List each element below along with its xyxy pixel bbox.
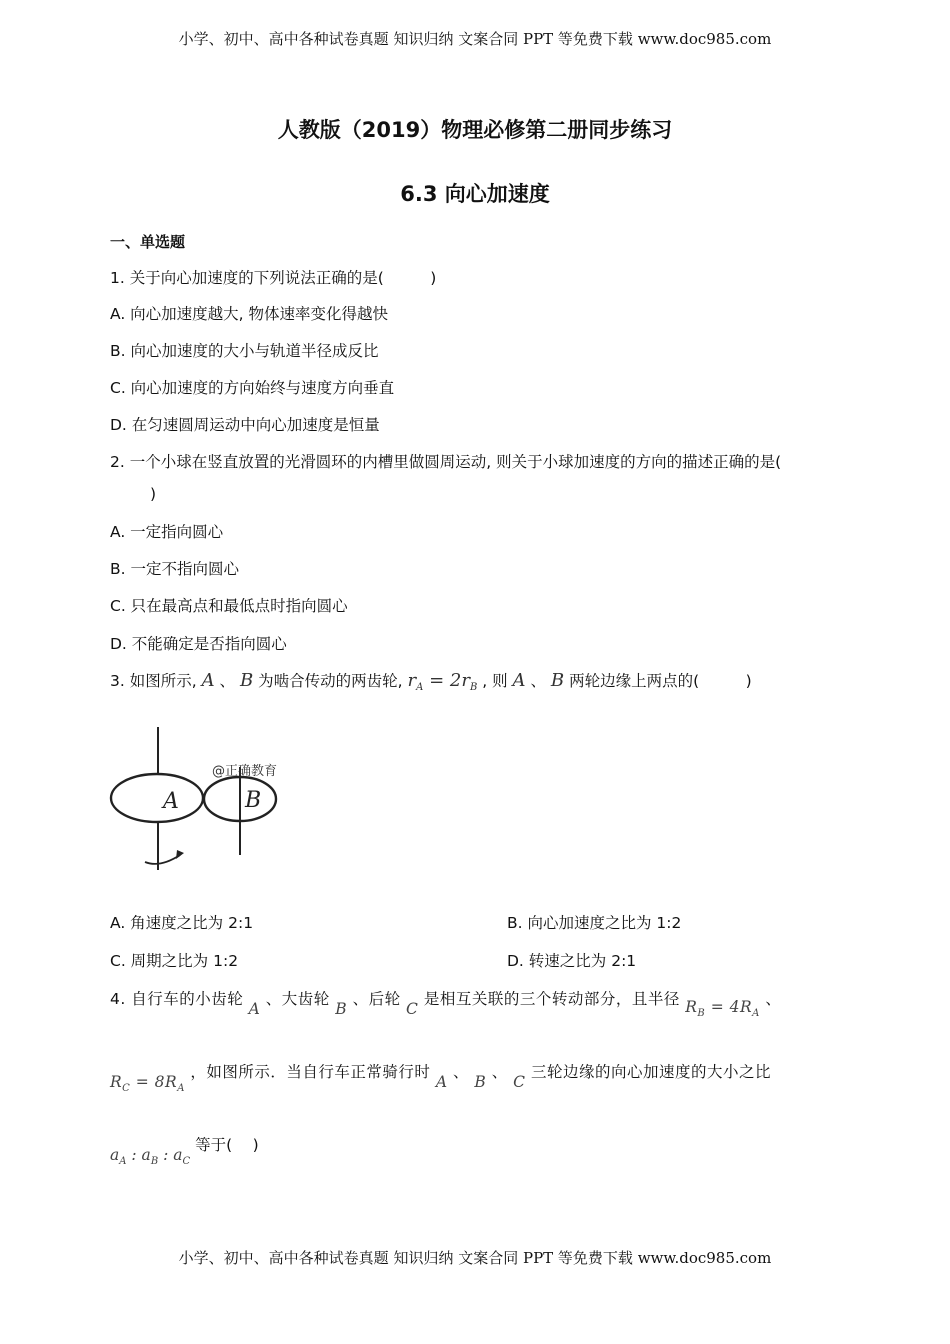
q4-eq2-r: R: [110, 1073, 123, 1091]
q4-var-b: B: [335, 1000, 348, 1018]
q2-option-a: A. 一定指向圆心: [110, 523, 224, 541]
q4-ratio-c-sub: C: [182, 1156, 191, 1167]
q4-ratio-c: : a: [158, 1146, 183, 1164]
q4-line-1: [110, 987, 782, 1019]
figure-label-b: B: [245, 788, 262, 813]
q4-eq1-mid: = 4R: [705, 998, 753, 1016]
q1-option-a: A. 向心加速度越大, 物体速率变化得越快: [110, 305, 389, 323]
q1-option-c: C. 向心加速度的方向始终与速度方向垂直: [110, 379, 395, 397]
rotation-arrow-icon: [176, 850, 184, 859]
q2-stem-end: ): [150, 485, 157, 503]
q4-var-a2: A: [435, 1073, 448, 1091]
q3-text-4: 两轮边缘上两点的( ): [569, 672, 752, 690]
q4-text-2: 、大齿轮: [265, 990, 336, 1008]
q3-sep-2: 、: [530, 672, 546, 690]
q4-eq1-sub2: A: [752, 1008, 760, 1019]
figure-watermark: @正确教育: [212, 764, 278, 779]
q3-text-1: 3. 如图所示,: [110, 672, 202, 690]
q3-option-b: B. 向心加速度之比为 1:2: [507, 914, 682, 932]
section-heading: 一、单选题: [110, 233, 186, 251]
q4-text-6: ，如图所示．当自行车正常骑行时: [190, 1063, 436, 1081]
q4-sep-2: 、: [491, 1063, 514, 1081]
q3-eq-mid: = 2r: [423, 670, 470, 691]
q4-ratio-a-sub: A: [119, 1156, 127, 1167]
q3-var-a2: A: [512, 670, 526, 691]
q3-var-a: A: [201, 670, 215, 691]
q4-eq2-sub: C: [122, 1083, 131, 1094]
q3-option-a: A. 角速度之比为 2:1: [110, 914, 254, 932]
q4-text-3: 、后轮: [352, 990, 406, 1008]
q4-eq1-r: R: [685, 998, 698, 1016]
q3-var-b2: B: [550, 670, 565, 691]
figure-label-a: A: [163, 789, 179, 814]
q3-eq-sub-a: A: [416, 682, 424, 693]
q4-var-a: A: [248, 1000, 261, 1018]
q4-var-c: C: [406, 1000, 419, 1018]
q3-eq-r: r: [407, 670, 417, 691]
q4-var-b2: B: [474, 1073, 487, 1091]
q3-stem: [110, 669, 752, 693]
q3-text-2: 为啮合传动的两齿轮,: [258, 672, 408, 690]
q4-text-7: 三轮边缘的向心加速度的大小之比: [530, 1063, 771, 1081]
q1-option-b: B. 向心加速度的大小与轨道半径成反比: [110, 342, 379, 360]
q2-stem: 2. 一个小球在竖直放置的光滑圆环的内槽里做圆周运动, 则关于小球加速度的方向的描述正确的是(: [110, 453, 782, 471]
q3-var-b: B: [239, 670, 254, 691]
document-title: 人教版（2019）物理必修第二册同步练习: [277, 118, 673, 142]
q3-eq-sub-b: B: [469, 682, 478, 693]
header-banner: 小学、初中、高中各种试卷真题 知识归纳 文案合同 PPT 等免费下载 www.doc985.com: [178, 30, 772, 48]
q4-equation-2: [110, 1073, 185, 1094]
q4-text-4: 是相互关联的三个转动部分，且半径: [423, 990, 686, 1008]
q2-option-b: B. 一定不指向圆心: [110, 560, 239, 578]
gear-figure: [105, 722, 295, 882]
q3-sep-1: 、: [219, 672, 236, 690]
document-subtitle: 6.3 向心加速度: [400, 182, 550, 206]
q1-option-d: D. 在匀速圆周运动中向心加速度是恒量: [110, 416, 380, 434]
q4-text-1: 4. 自行车的小齿轮: [110, 990, 249, 1008]
rotation-arc: [145, 855, 180, 864]
q4-ratio: [110, 1146, 191, 1167]
q4-eq2-mid: = 8R: [130, 1073, 178, 1091]
q3-text-3: , 则: [482, 672, 513, 690]
q4-var-c2: C: [513, 1073, 526, 1091]
q4-eq2-sub2: A: [177, 1083, 185, 1094]
q4-ratio-b-sub: B: [150, 1156, 159, 1167]
q4-ratio-b: : a: [126, 1146, 151, 1164]
q4-ratio-a: a: [110, 1146, 120, 1164]
q3-equation: [408, 670, 478, 691]
q3-option-c: C. 周期之比为 1:2: [110, 952, 239, 970]
q2-option-d: D. 不能确定是否指向圆心: [110, 635, 287, 653]
q1-stem: 1. 关于向心加速度的下列说法正确的是( ): [110, 269, 437, 287]
q3-option-d: D. 转速之比为 2:1: [507, 952, 637, 970]
q4-line-3: [110, 1133, 259, 1167]
q4-equation-1: [685, 998, 760, 1019]
q4-sep-1: 、: [452, 1063, 475, 1081]
q4-text-5: 、: [765, 990, 782, 1008]
q2-option-c: C. 只在最高点和最低点时指向圆心: [110, 597, 348, 615]
q4-eq1-sub: B: [697, 1008, 706, 1019]
gear-a-ellipse: [111, 774, 203, 822]
footer-banner: 小学、初中、高中各种试卷真题 知识归纳 文案合同 PPT 等免费下载 www.doc985.com: [178, 1249, 772, 1267]
q4-line-2: [110, 1060, 771, 1094]
q4-text-8: 等于( ): [195, 1136, 259, 1154]
